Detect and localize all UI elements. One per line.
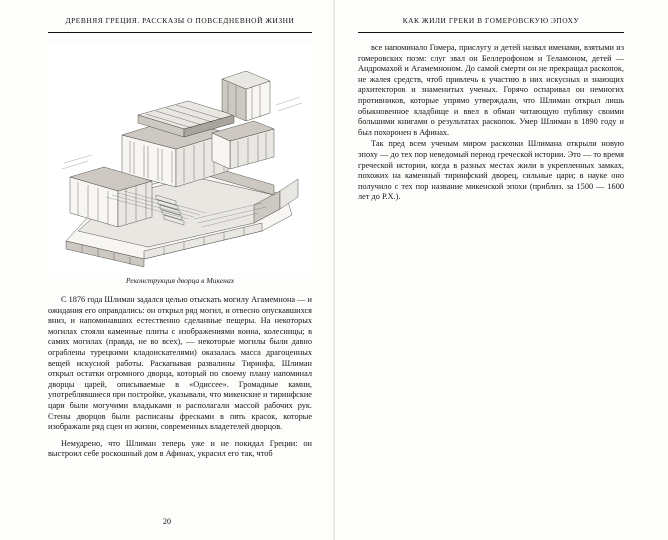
right-paragraph-1: все напоминало Гомера, прислугу и детей назвал именами, взятыми из гомеровских поэм: слуг звал он Беллерофоном и Теламоном, детей — Андромахой и Агамемноном. До самой смерти он не прекращал раскопок, не жалея средств, чтоб привлечь к участию в них искусных и знающих архитекторов и знаменитых ученых. Горячо оспаривал он немногих противников, которые упрямо утверждали, что Шлиман открыл лишь обыкновенное кладбище и ввел в обман читающую публику своими большими книгами о результатах раскопок. Умер Шлиман в 1890 году и был похоронен в Афинах.	[358, 43, 624, 137]
right-page	[334, 16, 668, 540]
palace-reconstruction-illustration	[48, 45, 312, 273]
palace-line-drawing	[48, 45, 312, 273]
figure-caption: Реконструкция дворца в Микенах	[125, 276, 235, 285]
left-paragraph-1: С 1876 года Шлиман задался целью отыскать могилу Агамемнона — и ожидания его оправдались: он открыл ряд могил, и отвесно опускавшихся вниз, и напоминавших естественно сделанные пещеры. На некоторых могилах стояли каменные плиты с изображениями воина, колесницы; в самих могилах (правда, не во всех), — некоторые могилы были давно ограблены турецкими кладоискателями) оказалась масса драгоценных вещей искусной работы. Раскапывая развалины Тиринфа, Шлиман открыл остатки огромного дворца, который по своему плану напоминал дворцы царей, описываемые в «Одиссее». Громадные камни, употреблявшиеся при постройке, указывали, что микенские и тиринфские цари были могучими владыками и располагали массой рабочих рук. Стены дворцов были расписаны фресками в пять красок, которые изображали ряд сцен из жизни, современных владетелей дворцов.	[48, 295, 312, 432]
left-running-head: ДРЕВНЯЯ ГРЕЦИЯ. РАССКАЗЫ О ПОВСЕДНЕВНОЙ ЖИЗНИ	[65, 16, 295, 25]
left-paragraph-2: Немудрено, что Шлиман теперь уже и не покидал Греции: он выстроил себе роскошный дом в Афинах, украсил его так, чтоб	[48, 438, 312, 459]
right-running-head: КАК ЖИЛИ ГРЕКИ В ГОМЕРОВСКУЮ ЭПОХУ	[402, 16, 580, 25]
left-header-rule	[48, 32, 312, 33]
right-paragraph-2: Так пред всем ученым миром раскопки Шлимана открыли новую эпоху — до тех пор неведомый период греческой истории. Это — то время греческой истории, когда в разных местах жили в укрепленных замках, похожих на каменный тиринфский дворец, сильные цари; в науке оно получило с тех пор название микенской эпохи (приблиз. за 1500 — 1600 лет до Р.Х.).	[358, 139, 624, 202]
figure-palace-reconstruction	[48, 45, 312, 285]
left-page	[0, 16, 334, 540]
page-number: 20	[163, 517, 171, 526]
right-header-rule	[358, 32, 624, 33]
